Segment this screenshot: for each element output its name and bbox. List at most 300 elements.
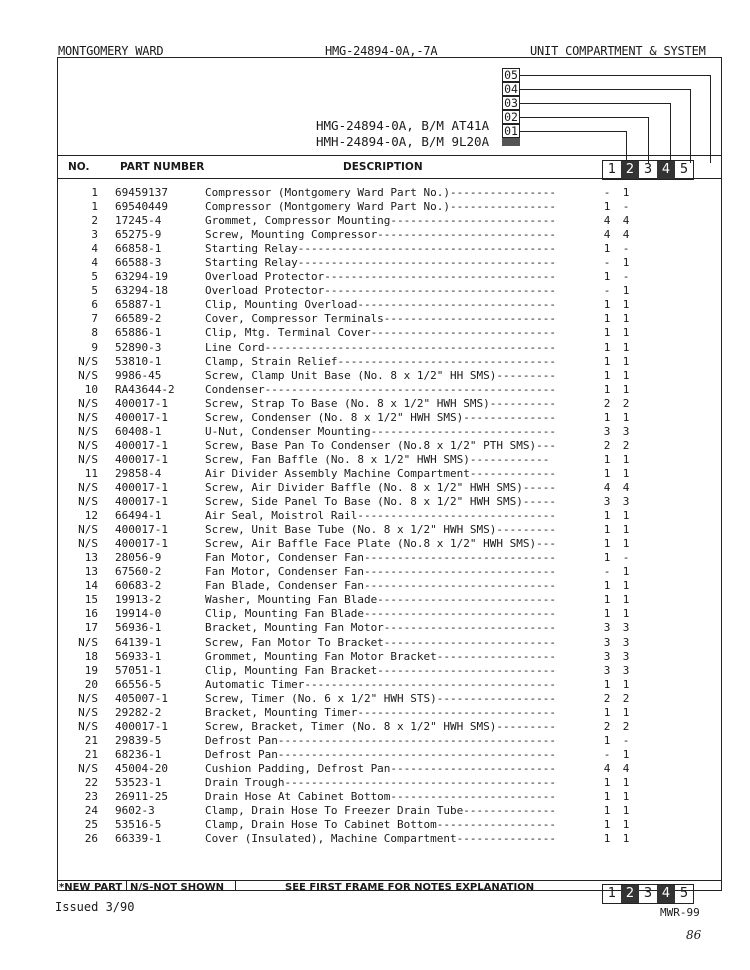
column-tab-3-bottom: 3 — [643, 886, 653, 901]
part-description: Overload Protector----------------------------------- — [205, 284, 556, 298]
part-quantity-2: 1 — [622, 593, 630, 607]
table-row — [60, 481, 700, 495]
column-no: NO. — [68, 161, 90, 173]
part-quantity-1: 3 — [603, 649, 611, 663]
part-quantity-2: 1 — [622, 410, 630, 424]
part-quantity-1: 1 — [603, 242, 611, 256]
column-tabs-top — [602, 160, 694, 180]
part-item-number: 18 — [84, 649, 98, 663]
table-row — [60, 369, 700, 383]
footer-rule — [57, 880, 722, 881]
part-quantity-2: 1 — [622, 677, 630, 691]
part-item-number: 10 — [84, 382, 98, 396]
part-number: 63294-19 — [115, 270, 168, 284]
revision-stack — [502, 68, 520, 146]
part-quantity-1: 3 — [603, 424, 611, 438]
part-quantity-1: 1 — [603, 368, 611, 382]
part-item-number: 1 — [91, 186, 98, 199]
part-quantity-1: 1 — [603, 818, 611, 832]
table-row — [60, 650, 700, 664]
table-row — [60, 551, 700, 565]
table-row — [60, 818, 700, 832]
part-number: 405007-1 — [115, 691, 168, 705]
part-description: Bracket, Mounting Fan Motor-------------------------- — [205, 621, 556, 635]
part-number: 69540449 — [115, 200, 168, 214]
part-description: Drain Trough----------------------------------------- — [205, 775, 556, 789]
part-quantity-2: 1 — [622, 312, 630, 326]
part-quantity-2: 1 — [622, 775, 630, 789]
part-description: Bracket, Mounting Timer------------------------------ — [205, 705, 556, 719]
part-quantity-2: 3 — [622, 621, 630, 635]
table-row — [60, 383, 700, 397]
part-quantity-1: 1 — [603, 537, 611, 551]
part-description: Fan Blade, Condenser Fan----------------------------- — [205, 579, 556, 593]
part-quantity-2: 3 — [622, 663, 630, 677]
part-item-number: N/S — [78, 523, 98, 537]
part-quantity-1: 1 — [603, 733, 611, 747]
part-quantity-1: 2 — [603, 691, 611, 705]
part-number: 19914-0 — [115, 607, 162, 621]
part-quantity-2: 3 — [622, 635, 630, 649]
part-number: 29858-4 — [115, 466, 162, 480]
part-quantity-2: - — [622, 270, 630, 284]
table-row — [60, 734, 700, 748]
part-description: Screw, Condenser (No. 8 x 1/2" HWH SMS)-------------- — [205, 410, 556, 424]
part-quantity-2: 4 — [622, 761, 630, 775]
part-quantity-2: 1 — [622, 565, 630, 579]
table-row — [60, 579, 700, 593]
table-row — [60, 607, 700, 621]
part-quantity-1: 3 — [603, 621, 611, 635]
column-description: DESCRIPTION — [343, 161, 423, 173]
table-row — [60, 298, 700, 312]
part-description: Starting Relay--------------------------------------- — [205, 242, 556, 256]
revision-03: 03 — [502, 96, 520, 110]
part-description: Screw, Unit Base Tube (No. 8 x 1/2" HWH SMS)--------- — [205, 523, 556, 537]
part-quantity-1: 3 — [603, 663, 611, 677]
part-quantity-1: 1 — [603, 354, 611, 368]
table-row — [60, 692, 700, 706]
part-description: Screw, Air Divider Baffle (No. 8 x 1/2" HWH SMS)----- — [205, 480, 556, 494]
table-row — [60, 537, 700, 551]
part-item-number: 16 — [84, 607, 98, 621]
part-quantity-1: - — [603, 565, 611, 579]
part-quantity-2: 1 — [622, 818, 630, 832]
part-quantity-1: 1 — [603, 312, 611, 326]
part-description: Starting Relay--------------------------------------- — [205, 256, 556, 270]
part-item-number: N/S — [78, 761, 98, 775]
not-shown-legend: N/S-NOT SHOWN — [130, 882, 225, 893]
part-item-number: 4 — [91, 256, 98, 270]
part-quantity-2: 2 — [622, 438, 630, 452]
part-quantity-2: 1 — [622, 523, 630, 537]
part-description: Clamp, Drain Hose To Cabinet Bottom------------------ — [205, 818, 556, 832]
part-quantity-2: 2 — [622, 719, 630, 733]
part-number: 400017-1 — [115, 523, 168, 537]
part-description: Fan Motor, Condenser Fan----------------------------- — [205, 565, 556, 579]
part-quantity-1: - — [603, 256, 611, 270]
table-row — [60, 748, 700, 762]
part-quantity-2: 1 — [622, 326, 630, 340]
part-item-number: N/S — [78, 719, 98, 733]
part-quantity-2: 3 — [622, 495, 630, 509]
part-quantity-1: 1 — [603, 790, 611, 804]
part-quantity-2: 1 — [622, 284, 630, 298]
part-description: Grommet, Mounting Fan Motor Bracket------------------ — [205, 649, 556, 663]
part-item-number: N/S — [78, 480, 98, 494]
table-row — [60, 453, 700, 467]
part-number: 29282-2 — [115, 705, 162, 719]
part-quantity-1: 4 — [603, 214, 611, 228]
part-number: 29839-5 — [115, 733, 162, 747]
part-description: Defrost Pan------------------------------------------ — [205, 733, 556, 747]
part-quantity-1: 1 — [603, 593, 611, 607]
part-description: Screw, Air Baffle Face Plate (No.8 x 1/2" HWH SMS)--- — [205, 537, 556, 551]
part-item-number: 21 — [84, 733, 98, 747]
part-item-number: 20 — [84, 677, 98, 691]
part-number: 400017-1 — [115, 537, 168, 551]
part-description: Screw, Mounting Compressor--------------------------- — [205, 228, 556, 242]
table-row — [60, 186, 700, 200]
revision-02: 02 — [502, 110, 520, 124]
part-number: 56936-1 — [115, 621, 162, 635]
part-number: 66339-1 — [115, 832, 162, 846]
part-number: 53810-1 — [115, 354, 162, 368]
part-quantity-1: - — [603, 284, 611, 298]
part-quantity-2: 4 — [622, 228, 630, 242]
part-description: Screw, Bracket, Timer (No. 8 x 1/2" HWH SMS)--------- — [205, 719, 556, 733]
part-description: Clamp, Drain Hose To Freezer Drain Tube-------------- — [205, 804, 556, 818]
part-item-number: 25 — [84, 818, 98, 832]
part-quantity-1: - — [603, 747, 611, 761]
part-number: 60683-2 — [115, 579, 162, 593]
column-tabs-bottom — [602, 884, 694, 904]
part-description: Clip, Mtg. Terminal Cover---------------------------- — [205, 326, 556, 340]
part-quantity-1: 1 — [603, 705, 611, 719]
part-quantity-2: 1 — [622, 466, 630, 480]
part-item-number: 17 — [84, 621, 98, 635]
part-number: 400017-1 — [115, 452, 168, 466]
parts-list — [60, 186, 700, 846]
part-item-number: 5 — [91, 270, 98, 284]
table-row — [60, 621, 700, 635]
part-quantity-1: 3 — [603, 635, 611, 649]
part-quantity-1: 1 — [603, 551, 611, 565]
part-number: 65886-1 — [115, 326, 162, 340]
brand-label: MONTGOMERY WARD — [58, 44, 164, 58]
revision-05: 05 — [502, 68, 520, 82]
part-item-number: 6 — [91, 298, 98, 312]
part-quantity-2: 1 — [622, 298, 630, 312]
part-description: Drain Hose At Cabinet Bottom------------------------- — [205, 790, 556, 804]
notes-explanation: SEE FIRST FRAME FOR NOTES EXPLANATION — [285, 882, 535, 893]
table-row — [60, 411, 700, 425]
part-quantity-1: 1 — [603, 775, 611, 789]
part-number: 400017-1 — [115, 480, 168, 494]
new-part-legend: *NEW PART — [59, 882, 123, 893]
part-quantity-1: 1 — [603, 509, 611, 523]
table-row — [60, 776, 700, 790]
column-tab-4-bottom: 4 — [657, 885, 675, 903]
part-description: Compressor (Montgomery Ward Part No.)---------------- — [205, 186, 556, 199]
part-quantity-2: 3 — [622, 649, 630, 663]
table-row — [60, 439, 700, 453]
part-quantity-2: - — [622, 733, 630, 747]
part-item-number: 9 — [91, 340, 98, 354]
table-row — [60, 720, 700, 734]
part-number: 400017-1 — [115, 495, 168, 509]
table-row — [60, 270, 700, 284]
part-quantity-2: 1 — [622, 452, 630, 466]
part-quantity-1: 1 — [603, 607, 611, 621]
part-quantity-1: 1 — [603, 832, 611, 846]
part-quantity-2: 1 — [622, 256, 630, 270]
part-quantity-1: 1 — [603, 677, 611, 691]
part-quantity-2: - — [622, 200, 630, 214]
part-quantity-2: 2 — [622, 396, 630, 410]
part-quantity-2: 3 — [622, 424, 630, 438]
column-tab-2: 2 — [621, 161, 639, 179]
part-description: Clip, Mounting Fan Blade----------------------------- — [205, 607, 556, 621]
part-item-number: 13 — [84, 565, 98, 579]
part-number: 53516-5 — [115, 818, 162, 832]
table-row — [60, 228, 700, 242]
part-quantity-2: 1 — [622, 509, 630, 523]
part-quantity-2: 1 — [622, 832, 630, 846]
part-quantity-2: 1 — [622, 804, 630, 818]
part-quantity-1: 1 — [603, 298, 611, 312]
part-number: 67560-2 — [115, 565, 162, 579]
part-description: Cushion Padding, Defrost Pan------------------------- — [205, 761, 556, 775]
part-description: Screw, Side Panel To Base (No. 8 x 1/2" HWH SMS)----- — [205, 495, 556, 509]
table-row — [60, 706, 700, 720]
table-row — [60, 200, 700, 214]
part-item-number: N/S — [78, 438, 98, 452]
part-quantity-2: 1 — [622, 186, 630, 199]
part-number: 400017-1 — [115, 410, 168, 424]
part-item-number: N/S — [78, 495, 98, 509]
column-tab-3: 3 — [643, 162, 653, 177]
part-item-number: 21 — [84, 747, 98, 761]
part-description: Overload Protector----------------------------------- — [205, 270, 556, 284]
part-quantity-1: 1 — [603, 452, 611, 466]
footer-divider-2 — [235, 880, 236, 891]
part-item-number: N/S — [78, 635, 98, 649]
part-item-number: 4 — [91, 242, 98, 256]
table-row — [60, 678, 700, 692]
part-number: 53523-1 — [115, 775, 162, 789]
part-description: Grommet, Compressor Mounting------------------------- — [205, 214, 556, 228]
page-code: MWR-99 — [660, 906, 700, 919]
table-row — [60, 762, 700, 776]
part-number: 65887-1 — [115, 298, 162, 312]
part-quantity-2: 1 — [622, 340, 630, 354]
part-number: 26911-25 — [115, 790, 168, 804]
part-quantity-1: 1 — [603, 523, 611, 537]
section-title: UNIT COMPARTMENT & SYSTEM — [530, 44, 706, 58]
column-tab-5-bottom: 5 — [679, 886, 689, 901]
part-description: Line Cord-------------------------------------------- — [205, 340, 556, 354]
part-item-number: N/S — [78, 424, 98, 438]
table-row — [60, 593, 700, 607]
part-number: 400017-1 — [115, 396, 168, 410]
part-description: Washer, Mounting Fan Blade--------------------------- — [205, 593, 556, 607]
part-description: Cover (Insulated), Machine Compartment--------------- — [205, 832, 556, 846]
part-number: 66556-5 — [115, 677, 162, 691]
part-quantity-2: 2 — [622, 691, 630, 705]
part-quantity-2: 1 — [622, 537, 630, 551]
table-row — [60, 790, 700, 804]
part-number: 52890-3 — [115, 340, 162, 354]
table-row — [60, 242, 700, 256]
model-line-2: HMH-24894-0A, B/M 9L20A — [316, 134, 490, 149]
part-item-number: 12 — [84, 509, 98, 523]
table-row — [60, 214, 700, 228]
part-description: Clamp, Strain Relief--------------------------------- — [205, 354, 556, 368]
model-line-1: HMG-24894-0A, B/M AT41A — [316, 118, 490, 133]
part-item-number: 5 — [91, 284, 98, 298]
part-description: Compressor (Montgomery Ward Part No.)---------------- — [205, 200, 556, 214]
part-quantity-2: 1 — [622, 705, 630, 719]
column-tab-1-bottom: 1 — [607, 886, 617, 901]
part-number: 56933-1 — [115, 649, 162, 663]
part-number: 66494-1 — [115, 509, 162, 523]
part-item-number: 26 — [84, 832, 98, 846]
part-description: Fan Motor, Condenser Fan----------------------------- — [205, 551, 556, 565]
part-description: Air Seal, Moistrol Rail------------------------------ — [205, 509, 556, 523]
table-row — [60, 565, 700, 579]
part-description: Air Divider Assembly Machine Compartment------------- — [205, 466, 556, 480]
part-description: Screw, Strap To Base (No. 8 x 1/2" HWH SMS)---------- — [205, 396, 556, 410]
part-item-number: N/S — [78, 537, 98, 551]
table-row — [60, 326, 700, 340]
part-quantity-1: 1 — [603, 804, 611, 818]
table-row — [60, 804, 700, 818]
revision-04: 04 — [502, 82, 520, 96]
part-number: 45004-20 — [115, 761, 168, 775]
part-item-number: N/S — [78, 410, 98, 424]
handwritten-note: 86 — [686, 928, 702, 942]
part-number: 28056-9 — [115, 551, 162, 565]
part-quantity-2: - — [622, 242, 630, 256]
part-quantity-2: 1 — [622, 790, 630, 804]
part-quantity-2: 1 — [622, 747, 630, 761]
part-description: Screw, Timer (No. 6 x 1/2" HWH STS)------------------ — [205, 691, 556, 705]
part-quantity-2: 1 — [622, 607, 630, 621]
part-quantity-1: 1 — [603, 382, 611, 396]
part-number: 69459137 — [115, 186, 168, 199]
part-item-number: 14 — [84, 579, 98, 593]
part-description: Cover, Compressor Terminals-------------------------- — [205, 312, 556, 326]
part-quantity-1: 2 — [603, 438, 611, 452]
part-item-number: N/S — [78, 705, 98, 719]
part-quantity-1: 1 — [603, 200, 611, 214]
part-number: 400017-1 — [115, 719, 168, 733]
part-item-number: 11 — [84, 466, 98, 480]
part-number: 17245-4 — [115, 214, 162, 228]
part-quantity-1: 1 — [603, 579, 611, 593]
column-part-number: PART NUMBER — [120, 161, 205, 173]
part-quantity-1: 1 — [603, 410, 611, 424]
table-row — [60, 397, 700, 411]
part-quantity-1: 2 — [603, 719, 611, 733]
part-quantity-2: 1 — [622, 354, 630, 368]
part-item-number: 22 — [84, 775, 98, 789]
column-tab-2-bottom: 2 — [621, 885, 639, 903]
part-description: Condenser-------------------------------------------- — [205, 382, 556, 396]
table-row — [60, 664, 700, 678]
column-tab-1: 1 — [607, 162, 617, 177]
part-number: 68236-1 — [115, 747, 162, 761]
part-description: Screw, Fan Motor To Bracket-------------------------- — [205, 635, 556, 649]
table-row — [60, 341, 700, 355]
part-quantity-2: - — [622, 551, 630, 565]
part-quantity-1: 4 — [603, 480, 611, 494]
table-row — [60, 256, 700, 270]
part-item-number: 24 — [84, 804, 98, 818]
part-quantity-2: 4 — [622, 480, 630, 494]
table-row — [60, 284, 700, 298]
part-item-number: 3 — [91, 228, 98, 242]
part-item-number: 23 — [84, 790, 98, 804]
part-number: 400017-1 — [115, 438, 168, 452]
connector-01 — [520, 131, 627, 163]
part-item-number: 15 — [84, 593, 98, 607]
part-quantity-1: 2 — [603, 396, 611, 410]
part-item-number: N/S — [78, 354, 98, 368]
footer-divider-1 — [126, 880, 127, 891]
table-row — [60, 832, 700, 846]
part-quantity-1: - — [603, 186, 611, 199]
revision-stack-cap — [502, 138, 520, 146]
part-number: 9602-3 — [115, 804, 155, 818]
part-description: U-Nut, Condenser Mounting---------------------------- — [205, 424, 556, 438]
part-item-number: N/S — [78, 396, 98, 410]
part-item-number: 8 — [91, 326, 98, 340]
part-number: 19913-2 — [115, 593, 162, 607]
part-number: 9986-45 — [115, 368, 162, 382]
part-number: 60408-1 — [115, 424, 162, 438]
part-description: Screw, Base Pan To Condenser (No.8 x 1/2" PTH SMS)--- — [205, 438, 556, 452]
part-quantity-1: 1 — [603, 340, 611, 354]
part-item-number: 19 — [84, 663, 98, 677]
part-number: 63294-18 — [115, 284, 168, 298]
issued-date: Issued 3/90 — [55, 900, 135, 914]
table-row — [60, 495, 700, 509]
part-description: Clip, Mounting Overload------------------------------ — [205, 298, 556, 312]
part-quantity-1: 1 — [603, 326, 611, 340]
part-quantity-2: 1 — [622, 368, 630, 382]
part-quantity-2: 1 — [622, 579, 630, 593]
part-quantity-1: 4 — [603, 761, 611, 775]
part-description: Screw, Clamp Unit Base (No. 8 x 1/2" HH SMS)--------- — [205, 368, 556, 382]
part-description: Automatic Timer-------------------------------------- — [205, 677, 556, 691]
model-number: HMG-24894-0A,-7A — [325, 44, 438, 58]
part-description: Screw, Fan Baffle (No. 8 x 1/2" HWH SMS)------------ — [205, 452, 550, 466]
part-number: 65275-9 — [115, 228, 162, 242]
part-item-number: N/S — [78, 368, 98, 382]
revision-01: 01 — [502, 124, 520, 138]
part-number: 57051-1 — [115, 663, 162, 677]
part-quantity-1: 1 — [603, 270, 611, 284]
table-row — [60, 425, 700, 439]
part-description: Clip, Mounting Fan Bracket--------------------------- — [205, 663, 556, 677]
table-row — [60, 523, 700, 537]
part-item-number: 1 — [91, 200, 98, 214]
part-quantity-1: 3 — [603, 495, 611, 509]
part-item-number: 7 — [91, 312, 98, 326]
table-row — [60, 509, 700, 523]
